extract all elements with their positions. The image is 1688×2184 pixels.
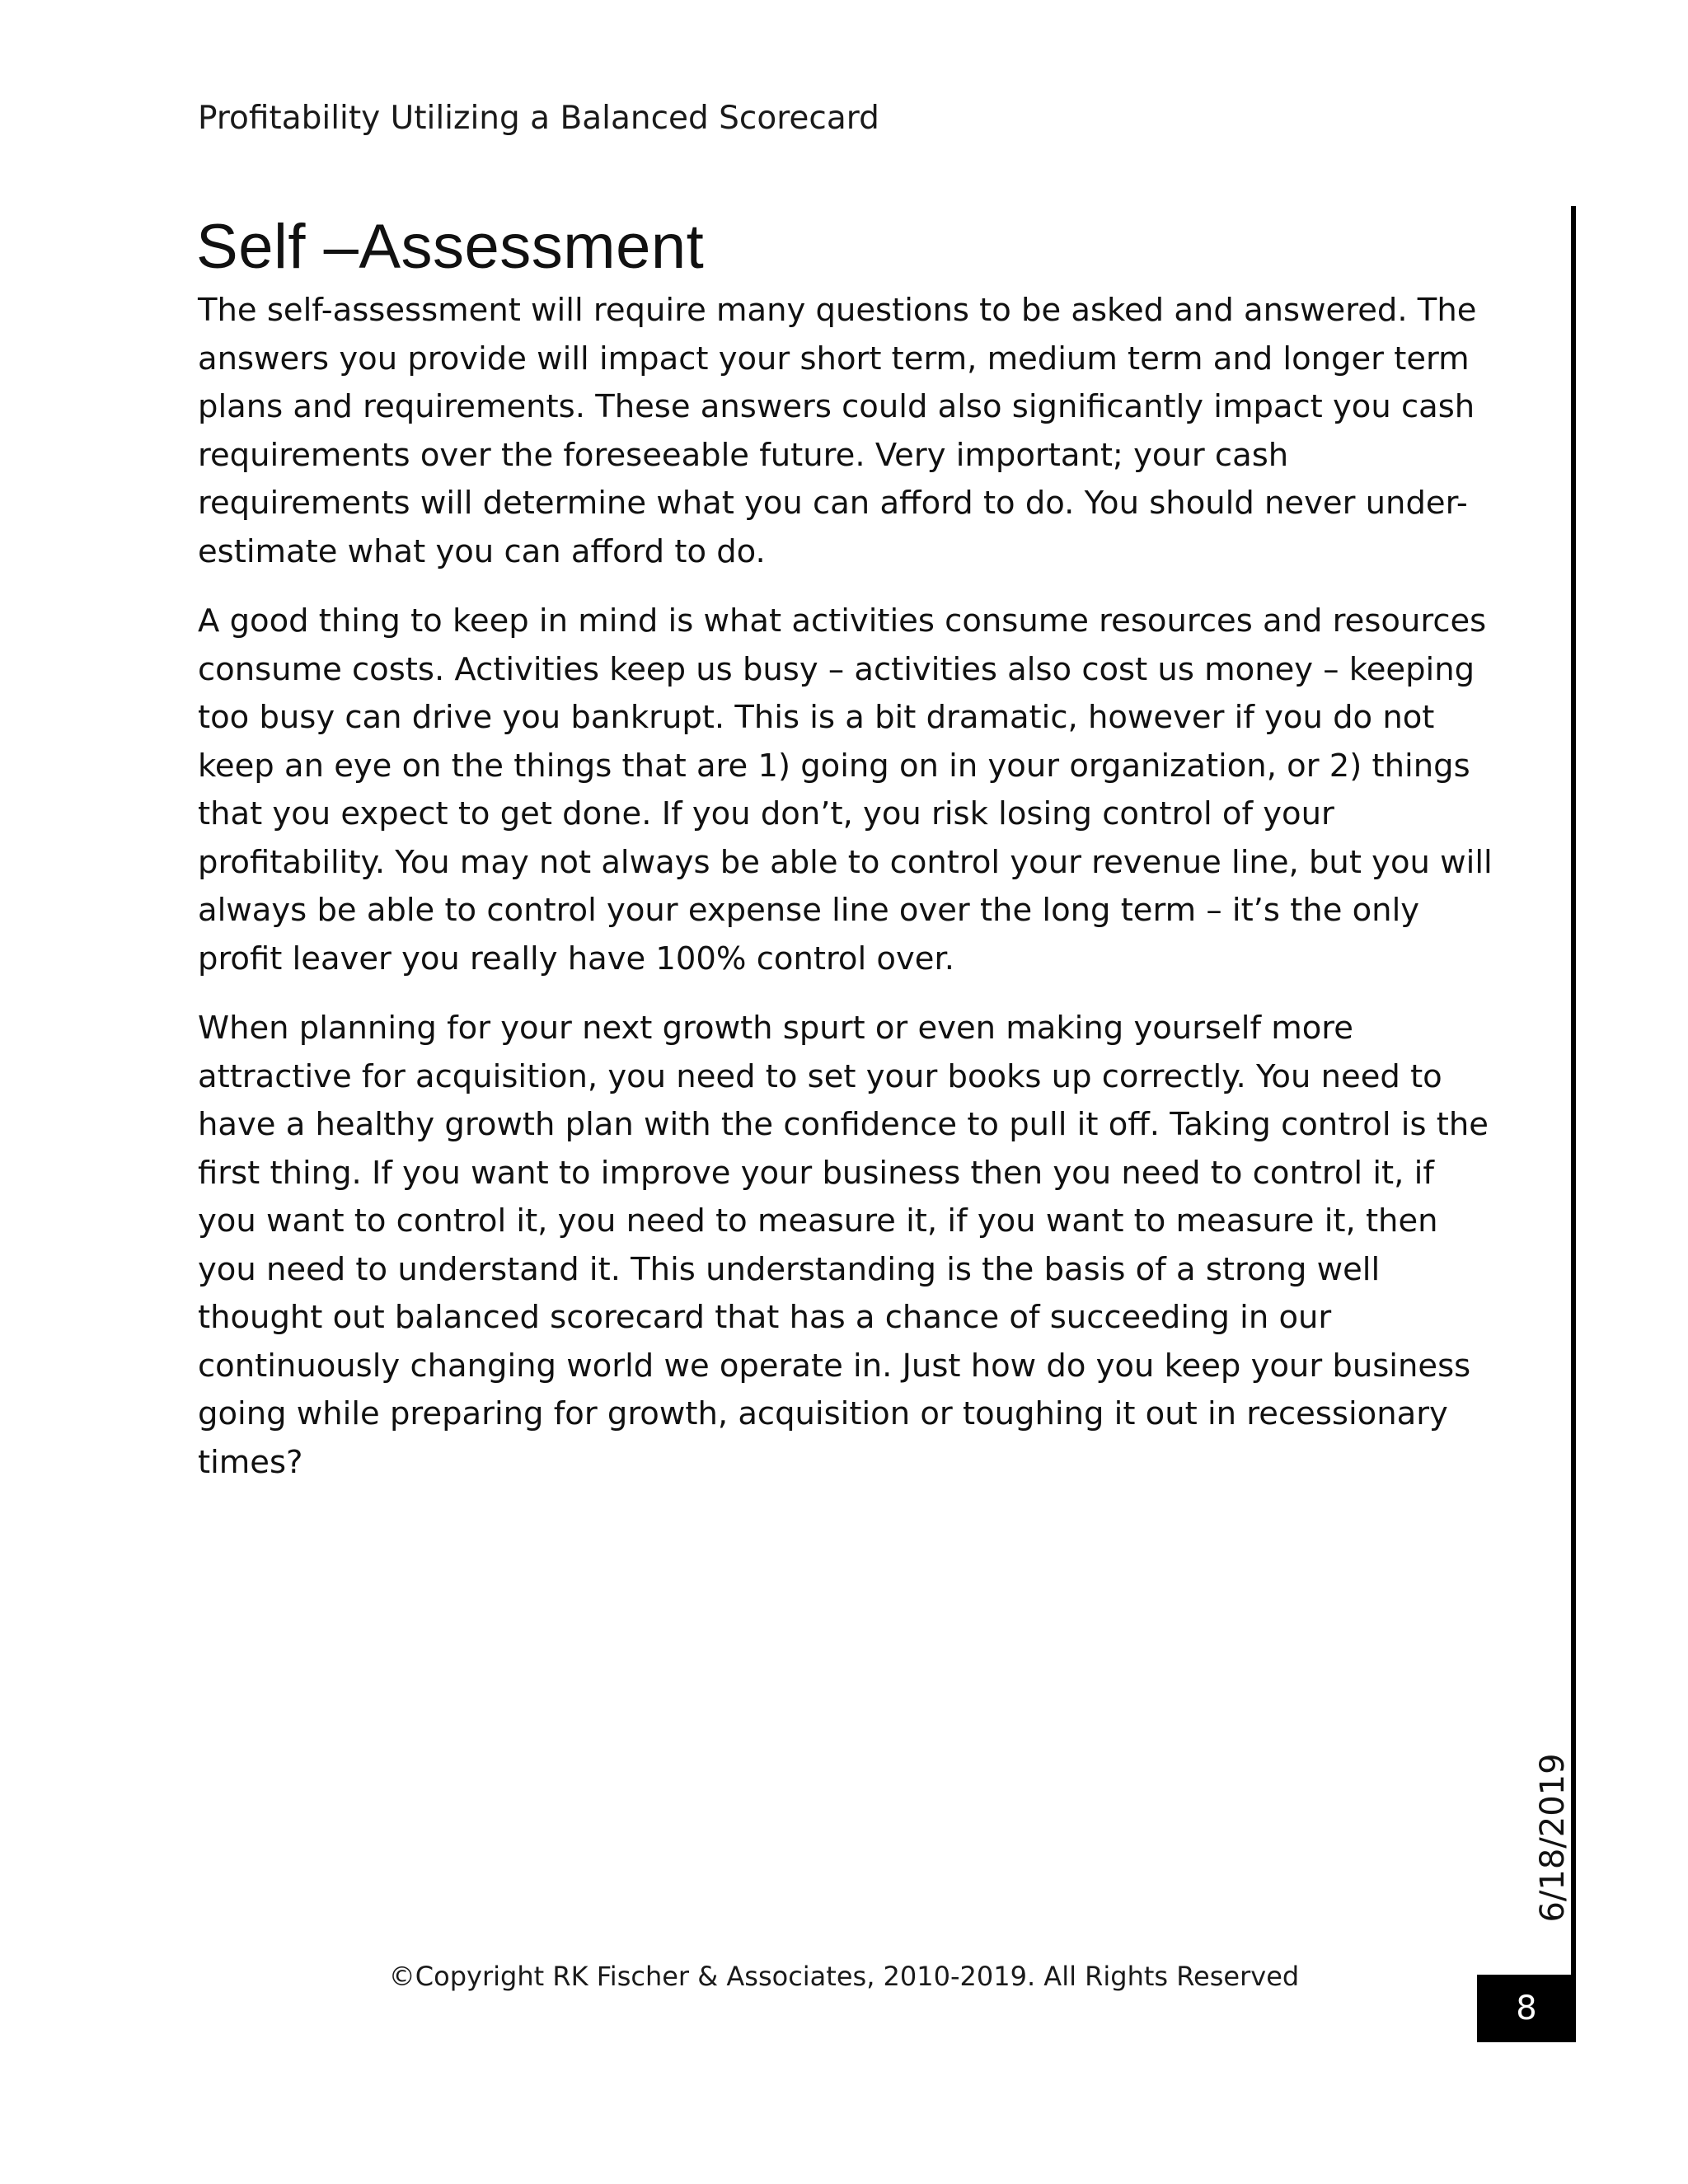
body-text <box>198 287 1500 1508</box>
paragraph-3: When planning for your next growth spurt or even making yourself more attractive for acquisition, you need to set your books up correctly. You need to have a healthy growth plan with the confidence to pull it off. Taking control is the first thing. If you want to improve your business then you need to control it, if you want to control it, you need to measure it, if you want to measure it, then you need to understand it. This understanding is the basis of a strong well thought out balanced scorecard that has a chance of succeeding in our continuously changing world we operate in. Just how do you keep your business going while preparing for growth, acquisition or toughing it out in recessionary times? <box>198 1010 1489 1481</box>
running-header: Profitability Utilizing a Balanced Scorecard <box>198 100 879 137</box>
side-date-text: 6/18/2019 <box>1534 1753 1572 1923</box>
paragraph-1: The self-assessment will require many questions to be asked and answered. The answers you provide will impact your short term, medium term and longer term plans and requirements. These answers could also significantly impact you cash requirements over the foreseeable future. Very important; your cash requirements will determine what you can afford to do. You should never under-estimate what you can afford to do. <box>198 292 1477 570</box>
copyright-notice: ©Copyright RK Fischer & Associates, 2010-2019. All Rights Reserved <box>388 1961 1300 1992</box>
page-number: 8 <box>1477 1975 1576 2042</box>
section-title: Self –Assessment <box>196 212 705 282</box>
paragraph-2: A good thing to keep in mind is what activities consume resources and resources consume costs. Activities keep us busy – activities also cost us money – keeping too busy can drive you bankrupt. This is a bit dramatic, however if you do not keep an eye on the things that are 1) going on in your organization, or 2) things that you expect to get done. If you don’t, you risk losing control of your profitability. You may not always be able to control your revenue line, but you will always be able to control your expense line over the long term – it’s the only profit leaver you really have 100% control over. <box>198 602 1493 977</box>
